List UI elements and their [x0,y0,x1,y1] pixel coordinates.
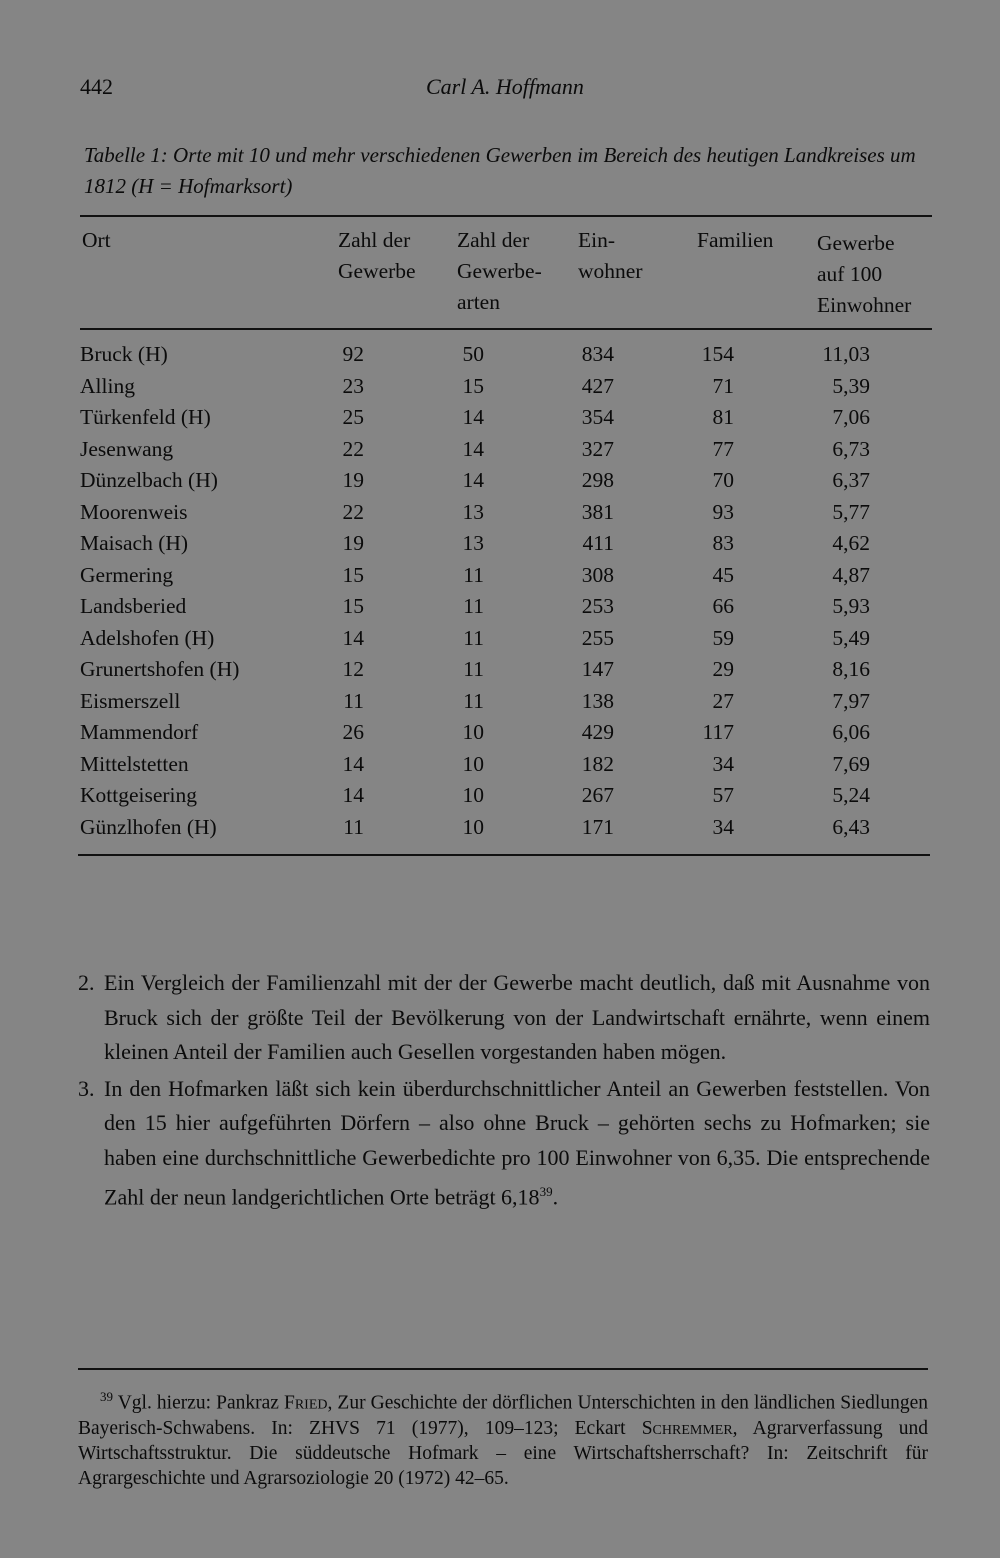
cell-zahl-gewerbearten: 10 [462,783,484,807]
cell-ort: Bruck (H) [80,342,168,366]
header-line: wohner [578,259,643,283]
cell-zahl-gewerbearten: 11 [463,625,484,650]
cell-zahl-gewerbe: 19 [342,468,364,492]
cell-einwohner: 253 [581,594,614,618]
table-header-rule [80,328,932,330]
cell-ort: Landsberied [80,594,187,618]
header-line: Familien [697,228,774,252]
header-line: Zahl der [338,228,411,252]
cell-zahl-gewerbearten: 11 [463,688,484,713]
cell-einwohner: 298 [581,468,614,492]
cell-zahl-gewerbearten: 11 [463,594,484,618]
cell-familien: 83 [712,531,734,555]
paragraph-2 [78,966,930,1070]
table-caption: Tabelle 1: Orte mit 10 und mehr verschiedenen Gewerben im Bereich des heutigen Landkreises um 1812 (H = Hofmarksort) [84,143,916,198]
cell-zahl-gewerbe: 15 [342,594,364,618]
cell-gewerbe-pro-100: 6,06 [832,720,870,744]
cell-ort: Germering [80,562,174,587]
header-line: Einwohner [817,293,912,317]
body-text [78,966,930,1215]
cell-gewerbe-pro-100: 5,24 [832,783,870,807]
cell-gewerbe-pro-100: 5,49 [832,625,870,650]
cell-einwohner: 267 [581,783,614,807]
cell-zahl-gewerbearten: 15 [462,373,484,398]
cell-ort: Adelshofen (H) [80,625,215,650]
cell-familien: 57 [712,783,734,807]
cell-zahl-gewerbearten: 11 [463,657,484,681]
cell-zahl-gewerbe: 92 [342,342,364,366]
cell-ort: Dünzelbach (H) [80,468,218,492]
cell-familien: 70 [712,468,734,492]
footnote-text: , Zur Geschichte der dörflichen Unterschichten in den ländlichen Siedlungen Bayerisch-Schwabens. In: ZHVS 71 (1977), 109–123; Eckart [78,1392,929,1439]
cell-zahl-gewerbearten: 10 [462,751,484,776]
cell-ort: Günzlhofen (H) [80,814,217,839]
running-head: Carl A. Hoffmann [426,74,584,99]
cell-familien: 93 [712,499,734,524]
cell-gewerbe-pro-100: 5,77 [832,499,870,524]
footnote [78,1384,928,1491]
header-einwohner [578,225,642,287]
cell-gewerbe-pro-100: 8,16 [832,657,870,681]
header-zahl-der-gewerbearten [457,225,542,318]
cell-einwohner: 354 [581,405,614,429]
cell-gewerbe-pro-100: 4,87 [832,562,870,587]
cell-gewerbe-pro-100: 6,73 [832,436,870,461]
header-gewerbe-auf-100-einwohner [817,228,911,321]
header-line: auf 100 [817,262,883,286]
cell-einwohner: 427 [581,373,614,398]
cell-einwohner: 255 [581,625,614,650]
cell-zahl-gewerbearten: 10 [462,720,484,744]
cell-ort: Jesenwang [80,436,174,461]
footnote-text: Vgl. hierzu: Pankraz [117,1392,284,1414]
cell-zahl-gewerbe: 11 [343,814,364,839]
cell-zahl-gewerbe: 14 [342,783,364,807]
cell-zahl-gewerbe: 15 [342,562,364,587]
cell-zahl-gewerbe: 14 [342,625,364,650]
cell-einwohner: 147 [581,657,614,681]
cell-ort: Alling [80,373,135,398]
cell-gewerbe-pro-100: 4,62 [832,531,870,555]
cell-zahl-gewerbearten: 13 [462,499,484,524]
cell-einwohner: 308 [581,562,614,587]
paragraph-number: 2. [78,970,95,995]
cell-gewerbe-pro-100: 7,69 [832,751,870,776]
cell-zahl-gewerbearten: 50 [462,342,484,366]
cell-ort: Kottgeisering [80,783,198,807]
cell-einwohner: 171 [581,814,614,839]
paragraph-3 [78,1072,930,1215]
header-line: Gewerbe- [457,259,542,283]
cell-ort: Eismerszell [80,688,181,713]
header-line: Zahl der [457,228,530,252]
footnote-rule [78,1368,928,1370]
cell-zahl-gewerbearten: 14 [462,436,484,461]
cell-ort: Moorenweis [80,499,188,524]
cell-familien: 66 [712,594,734,618]
cell-zahl-gewerbe: 12 [342,657,364,681]
header-zahl-der-gewerbe [338,225,416,287]
cell-einwohner: 138 [581,688,614,713]
cell-zahl-gewerbe: 22 [342,436,364,461]
cell-familien: 71 [712,373,734,398]
footnote-author: Schremmer [641,1417,733,1439]
header-line: Gewerbe [338,259,416,283]
cell-einwohner: 327 [581,436,614,461]
cell-familien: 27 [712,688,734,713]
header-line: Ein- [578,228,616,252]
cell-gewerbe-pro-100: 6,43 [832,814,870,839]
cell-ort: Mittelstetten [80,751,189,776]
cell-gewerbe-pro-100: 5,39 [832,373,870,398]
footnote-reference[interactable]: 39 [539,1184,553,1199]
cell-ort: Türkenfeld (H) [80,405,211,429]
cell-familien: 45 [712,562,734,587]
cell-einwohner: 381 [581,499,614,524]
paragraph-text: Ein Vergleich der Familienzahl mit der der Gewerbe macht deutlich, daß mit Ausnahme von Bruck sich der größte Teil der Bevölkerung von der Landwirtschaft ernährte, wenn einem kleinen Anteil der Familien auch Gesellen vorgestanden haben mögen. [104,970,930,1064]
page-number: 442 [80,74,113,99]
cell-einwohner: 429 [581,720,614,744]
header-familien [697,225,773,256]
header-line: Gewerbe [817,231,895,255]
cell-zahl-gewerbearten: 14 [462,468,484,492]
footnote-number: 39 [100,1389,113,1404]
cell-familien: 77 [712,436,734,461]
header-ort [82,225,111,256]
cell-zahl-gewerbearten: 14 [462,405,484,429]
cell-familien: 59 [712,625,734,650]
cell-familien: 117 [702,720,734,744]
cell-einwohner: 182 [581,751,614,776]
cell-familien: 34 [712,751,734,776]
cell-zahl-gewerbe: 14 [342,751,364,776]
cell-ort: Grunertshofen (H) [80,657,240,681]
cell-zahl-gewerbe: 11 [343,688,364,713]
cell-familien: 29 [712,657,734,681]
table-bottom-rule [78,854,930,856]
cell-zahl-gewerbe: 26 [342,720,364,744]
cell-zahl-gewerbe: 25 [342,405,364,429]
footnote-text: , Agrarverfassung und Wirtschaftsstruktur. Die süddeutsche Hofmark – eine Wirtschaftsherrschaft? In: Zeitschrift für Agrargeschichte und Agrarsoziologie 20 (1972) 42–65. [78,1417,928,1489]
paragraph-number: 3. [78,1075,95,1101]
cell-ort: Maisach (H) [80,531,189,555]
footnote-author: Fried [283,1392,328,1414]
cell-gewerbe-pro-100: 11,03 [822,342,870,366]
cell-zahl-gewerbearten: 11 [463,562,484,587]
cell-zahl-gewerbe: 22 [342,499,364,524]
cell-familien: 34 [712,814,734,839]
cell-gewerbe-pro-100: 5,93 [832,594,870,618]
paragraph-text: In den Hofmarken läßt sich kein überdurchschnittlicher Anteil an Gewerben feststellen. Von den 15 hier aufgeführten Dörfern – also ohne Bruck – gehörten sechs zu Hofmarken; sie haben eine durchschnittliche Gewerbedichte pro 100 Einwohner von 6,35. Die entsprechende Zahl der neun landgerichtlichen Orte beträgt 6,18 [104,1075,930,1210]
cell-zahl-gewerbe: 19 [342,531,364,555]
cell-familien: 81 [712,405,734,429]
cell-gewerbe-pro-100: 7,06 [832,405,870,429]
cell-gewerbe-pro-100: 7,97 [832,688,870,713]
header-line: Ort [82,228,111,252]
table-top-rule [80,215,932,217]
cell-zahl-gewerbe: 23 [342,373,364,398]
paragraph-end: . [552,1184,559,1210]
cell-ort: Mammendorf [80,720,199,744]
cell-gewerbe-pro-100: 6,37 [832,468,870,492]
cell-zahl-gewerbearten: 13 [462,531,484,555]
cell-zahl-gewerbearten: 10 [462,814,484,839]
header-line: arten [457,290,500,314]
cell-einwohner: 834 [581,342,614,366]
cell-familien: 154 [701,342,734,366]
cell-einwohner: 411 [582,531,614,555]
